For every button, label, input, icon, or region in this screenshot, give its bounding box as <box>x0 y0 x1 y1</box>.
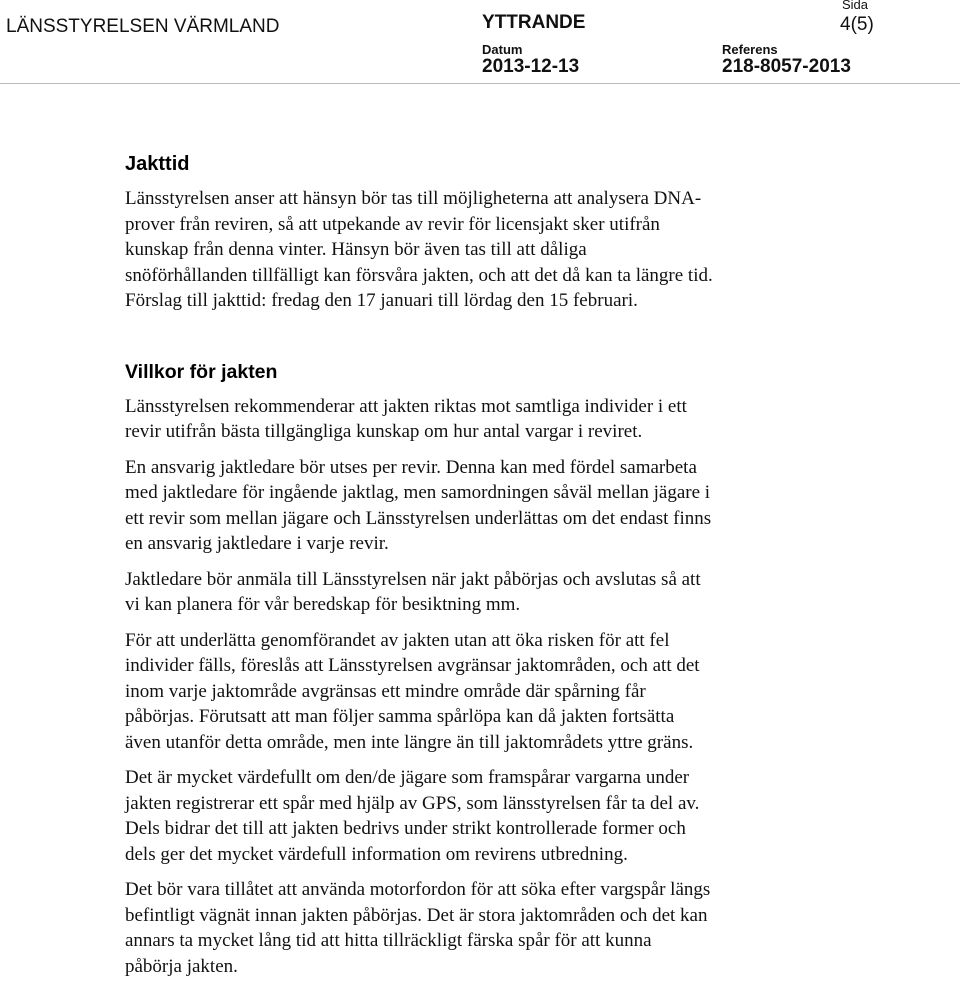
text-line: Länsstyrelsen anser att hänsyn bör tas till möjligheterna att analysera DNA- <box>125 188 702 209</box>
text-line: snöförhållanden tillfälligt kan försvåra jakten, och att det då kan ta längre tid. <box>125 264 713 286</box>
paragraph-villkor-5 <box>125 765 825 867</box>
text-line: kunskap från denna vinter. Hänsyn bör även tas till att dåliga <box>125 239 587 260</box>
page-number: 4(5) <box>840 14 874 35</box>
reference-label: Referens <box>722 42 778 57</box>
reference-value: 218-8057-2013 <box>722 56 851 77</box>
text-line: jakten registrerar ett spår med hjälp av GPS, som länsstyrelsen får ta del av. <box>125 792 700 814</box>
text-line: även utanför detta område, men inte längre än till jaktområdets yttre gräns. <box>125 731 694 753</box>
text-line: befintligt vägnät innan jakten påbörjas. Det är stora jaktområden och det kan <box>125 904 708 926</box>
text-line: ett revir som mellan jägare och Länsstyrelsen underlättas om det endast finns <box>125 507 712 529</box>
page-label: Sida <box>842 0 869 12</box>
paragraph-villkor-2 <box>125 455 825 557</box>
section-heading-villkor: Villkor för jakten <box>125 360 278 383</box>
text-line: Det är mycket värdefullt om den/de jägare som framspårar vargarna under <box>125 767 690 788</box>
text-line: Dels bidrar det till att jakten bedrivs under strikt kontrollerade former och <box>125 818 686 839</box>
text-line: inom varje jaktområde avgränsas ett mindre område där spårning får <box>125 680 646 702</box>
text-line: med jaktledare för ingående jaktlag, men samordningen såväl mellan jägare i <box>125 482 711 503</box>
paragraph-villkor-3 <box>125 567 825 618</box>
paragraph-jakttid <box>125 186 825 314</box>
text-line: För att underlätta genomförandet av jakten utan att öka risken för att fel <box>125 629 670 651</box>
section-heading-jakttid: Jakttid <box>125 153 190 175</box>
header-divider <box>0 83 960 84</box>
document-type: YTTRANDE <box>482 12 586 33</box>
paragraph-villkor-6 <box>125 877 825 979</box>
text-line: Det bör vara tillåtet att använda motorfordon för att söka efter vargspår längs <box>125 879 711 900</box>
text-line: en ansvarig jaktledare i varje revir. <box>125 533 389 554</box>
date-value: 2013-12-13 <box>482 56 580 77</box>
date-label: Datum <box>482 42 523 57</box>
organization-name: LÄNSSTYRELSEN VÄRMLAND <box>6 16 280 37</box>
text-line: Jaktledare bör anmäla till Länsstyrelsen när jakt påbörjas och avslutas så att <box>125 568 701 590</box>
text-line: Förslag till jakttid: fredag den 17 januari till lördag den 15 februari. <box>125 290 638 311</box>
text-line: annars ta mycket lång tid att hitta tillräckligt färska spår för att kunna <box>125 930 652 951</box>
paragraph-villkor-4 <box>125 628 825 756</box>
paragraph-villkor-1 <box>125 394 825 445</box>
text-line: revir utifrån bästa tillgängliga kunskap om hur antal vargar i reviret. <box>125 421 643 442</box>
text-line: En ansvarig jaktledare bör utses per revir. Denna kan med fördel samarbeta <box>125 456 697 478</box>
text-line: prover från reviren, så att utpekande av revir för licensjakt sker utifrån <box>125 213 660 235</box>
text-line: påbörjas. Förutsatt att man följer samma spårlöpa kan då jakten fortsätta <box>125 706 675 727</box>
document-body <box>125 151 825 979</box>
text-line: påbörja jakten. <box>125 955 238 977</box>
text-line: vi kan planera för vår beredskap för besiktning mm. <box>125 594 521 615</box>
text-line: dels ger det mycket värdefull information om revirens utbredning. <box>125 843 628 865</box>
text-line: individer fälls, föreslås att Länsstyrelsen avgränsar jaktområden, och att det <box>125 655 700 676</box>
text-line: Länsstyrelsen rekommenderar att jakten riktas mot samtliga individer i ett <box>125 395 687 417</box>
